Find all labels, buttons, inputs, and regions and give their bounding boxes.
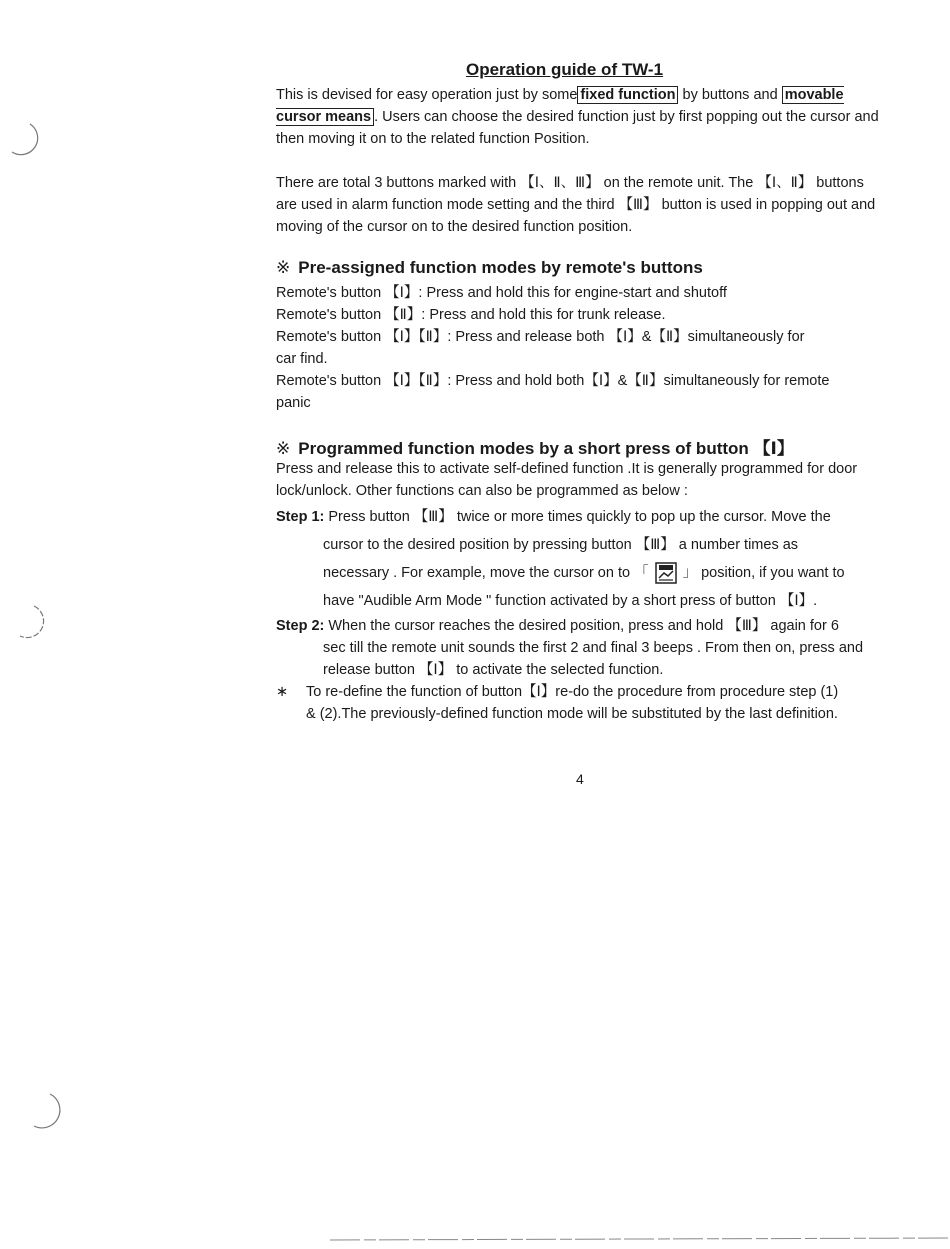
page-title: Operation guide of TW-1 xyxy=(466,60,664,79)
section2-heading xyxy=(276,434,794,459)
movable-cursor-box: movable cursor means xyxy=(276,87,844,125)
section1-heading-text: Pre-assigned function modes by remote's buttons xyxy=(298,258,703,277)
page-number: 4 xyxy=(576,771,584,787)
step-text: When the cursor reaches the desired position, press and hold 【Ⅲ】 again for 6 xyxy=(328,618,839,634)
list-item: Remote's button 【Ⅰ】: Press and hold this for engine-start and shutoff xyxy=(276,285,727,301)
list-item: car find. xyxy=(276,351,328,367)
intro-text: . Users can choose the desired function just by first popping out the cursor and then moving it on to the related function Position. xyxy=(276,109,879,147)
note-text: To re-define the function of button【Ⅰ】re-do the procedure from procedure step (1) xyxy=(306,684,839,700)
step-1 xyxy=(276,503,888,615)
intro-text: This is devised for easy operation just by some xyxy=(276,87,578,103)
reference-mark: ※ xyxy=(276,439,291,458)
intro-paragraph xyxy=(276,84,888,150)
section1-heading xyxy=(276,258,703,278)
fixed-function-box: fixed function xyxy=(577,86,678,104)
redefine-note xyxy=(276,681,888,725)
step-text: sec till the remote unit sounds the first 2 and final 3 beeps . From then on, press and release button 【Ⅰ】 to activate the selected function. xyxy=(323,640,864,678)
step-label: Step 2: xyxy=(276,618,325,634)
buttons-paragraph: There are total 3 buttons marked with 【Ⅰ、Ⅱ、Ⅲ】 on the remote unit. The 【Ⅰ、Ⅱ】 buttons are used in alarm function mode setting and the third 【Ⅲ】 button is used in popping out and moving of the cursor on to the desired function position. xyxy=(276,175,876,235)
step-text-with-icon xyxy=(276,559,888,587)
step-text: have "Audible Arm Mode " function activated by a short press of button 【Ⅰ】. xyxy=(323,593,818,609)
reference-mark: ※ xyxy=(276,258,291,277)
binder-hole-icon xyxy=(10,600,54,644)
binder-hole-icon xyxy=(4,118,48,162)
step-label: Step 1: xyxy=(276,509,325,525)
list-item: Remote's button 【Ⅰ】【Ⅱ】: Press and hold both【Ⅰ】&【Ⅱ】simultaneously for remote xyxy=(276,373,830,389)
step-text: Press button 【Ⅲ】 twice or more times quickly to pop up the cursor. Move the xyxy=(328,509,831,525)
list-item: Remote's button 【Ⅱ】: Press and hold this for trunk release. xyxy=(276,307,666,323)
list-item: panic xyxy=(276,395,311,411)
intro-text: by buttons and xyxy=(682,87,778,103)
audible-arm-icon xyxy=(655,562,677,584)
binder-hole-icon xyxy=(14,1088,64,1132)
note-text: & (2).The previously-defined function mode will be substituted by the last definition. xyxy=(306,706,838,722)
step-text: necessary . For example, move the cursor on to 「 xyxy=(323,565,649,581)
section2-intro: Press and release this to activate self-defined function .It is generally programmed for door lock/unlock. Other functions can also be programmed as below : xyxy=(276,461,858,499)
list-item: Remote's button 【Ⅰ】【Ⅱ】: Press and release both 【Ⅰ】&【Ⅱ】simultaneously for xyxy=(276,329,805,345)
note-asterisk: ∗ xyxy=(276,684,289,700)
scan-line xyxy=(330,1236,950,1244)
section2-heading-text: Programmed function modes by a short press of button 【Ⅰ】 xyxy=(298,439,794,458)
step-text: cursor to the desired position by pressing button 【Ⅲ】 a number times as xyxy=(323,537,799,553)
step-2 xyxy=(276,615,888,681)
step-text: 」 position, if you want to xyxy=(682,565,845,581)
